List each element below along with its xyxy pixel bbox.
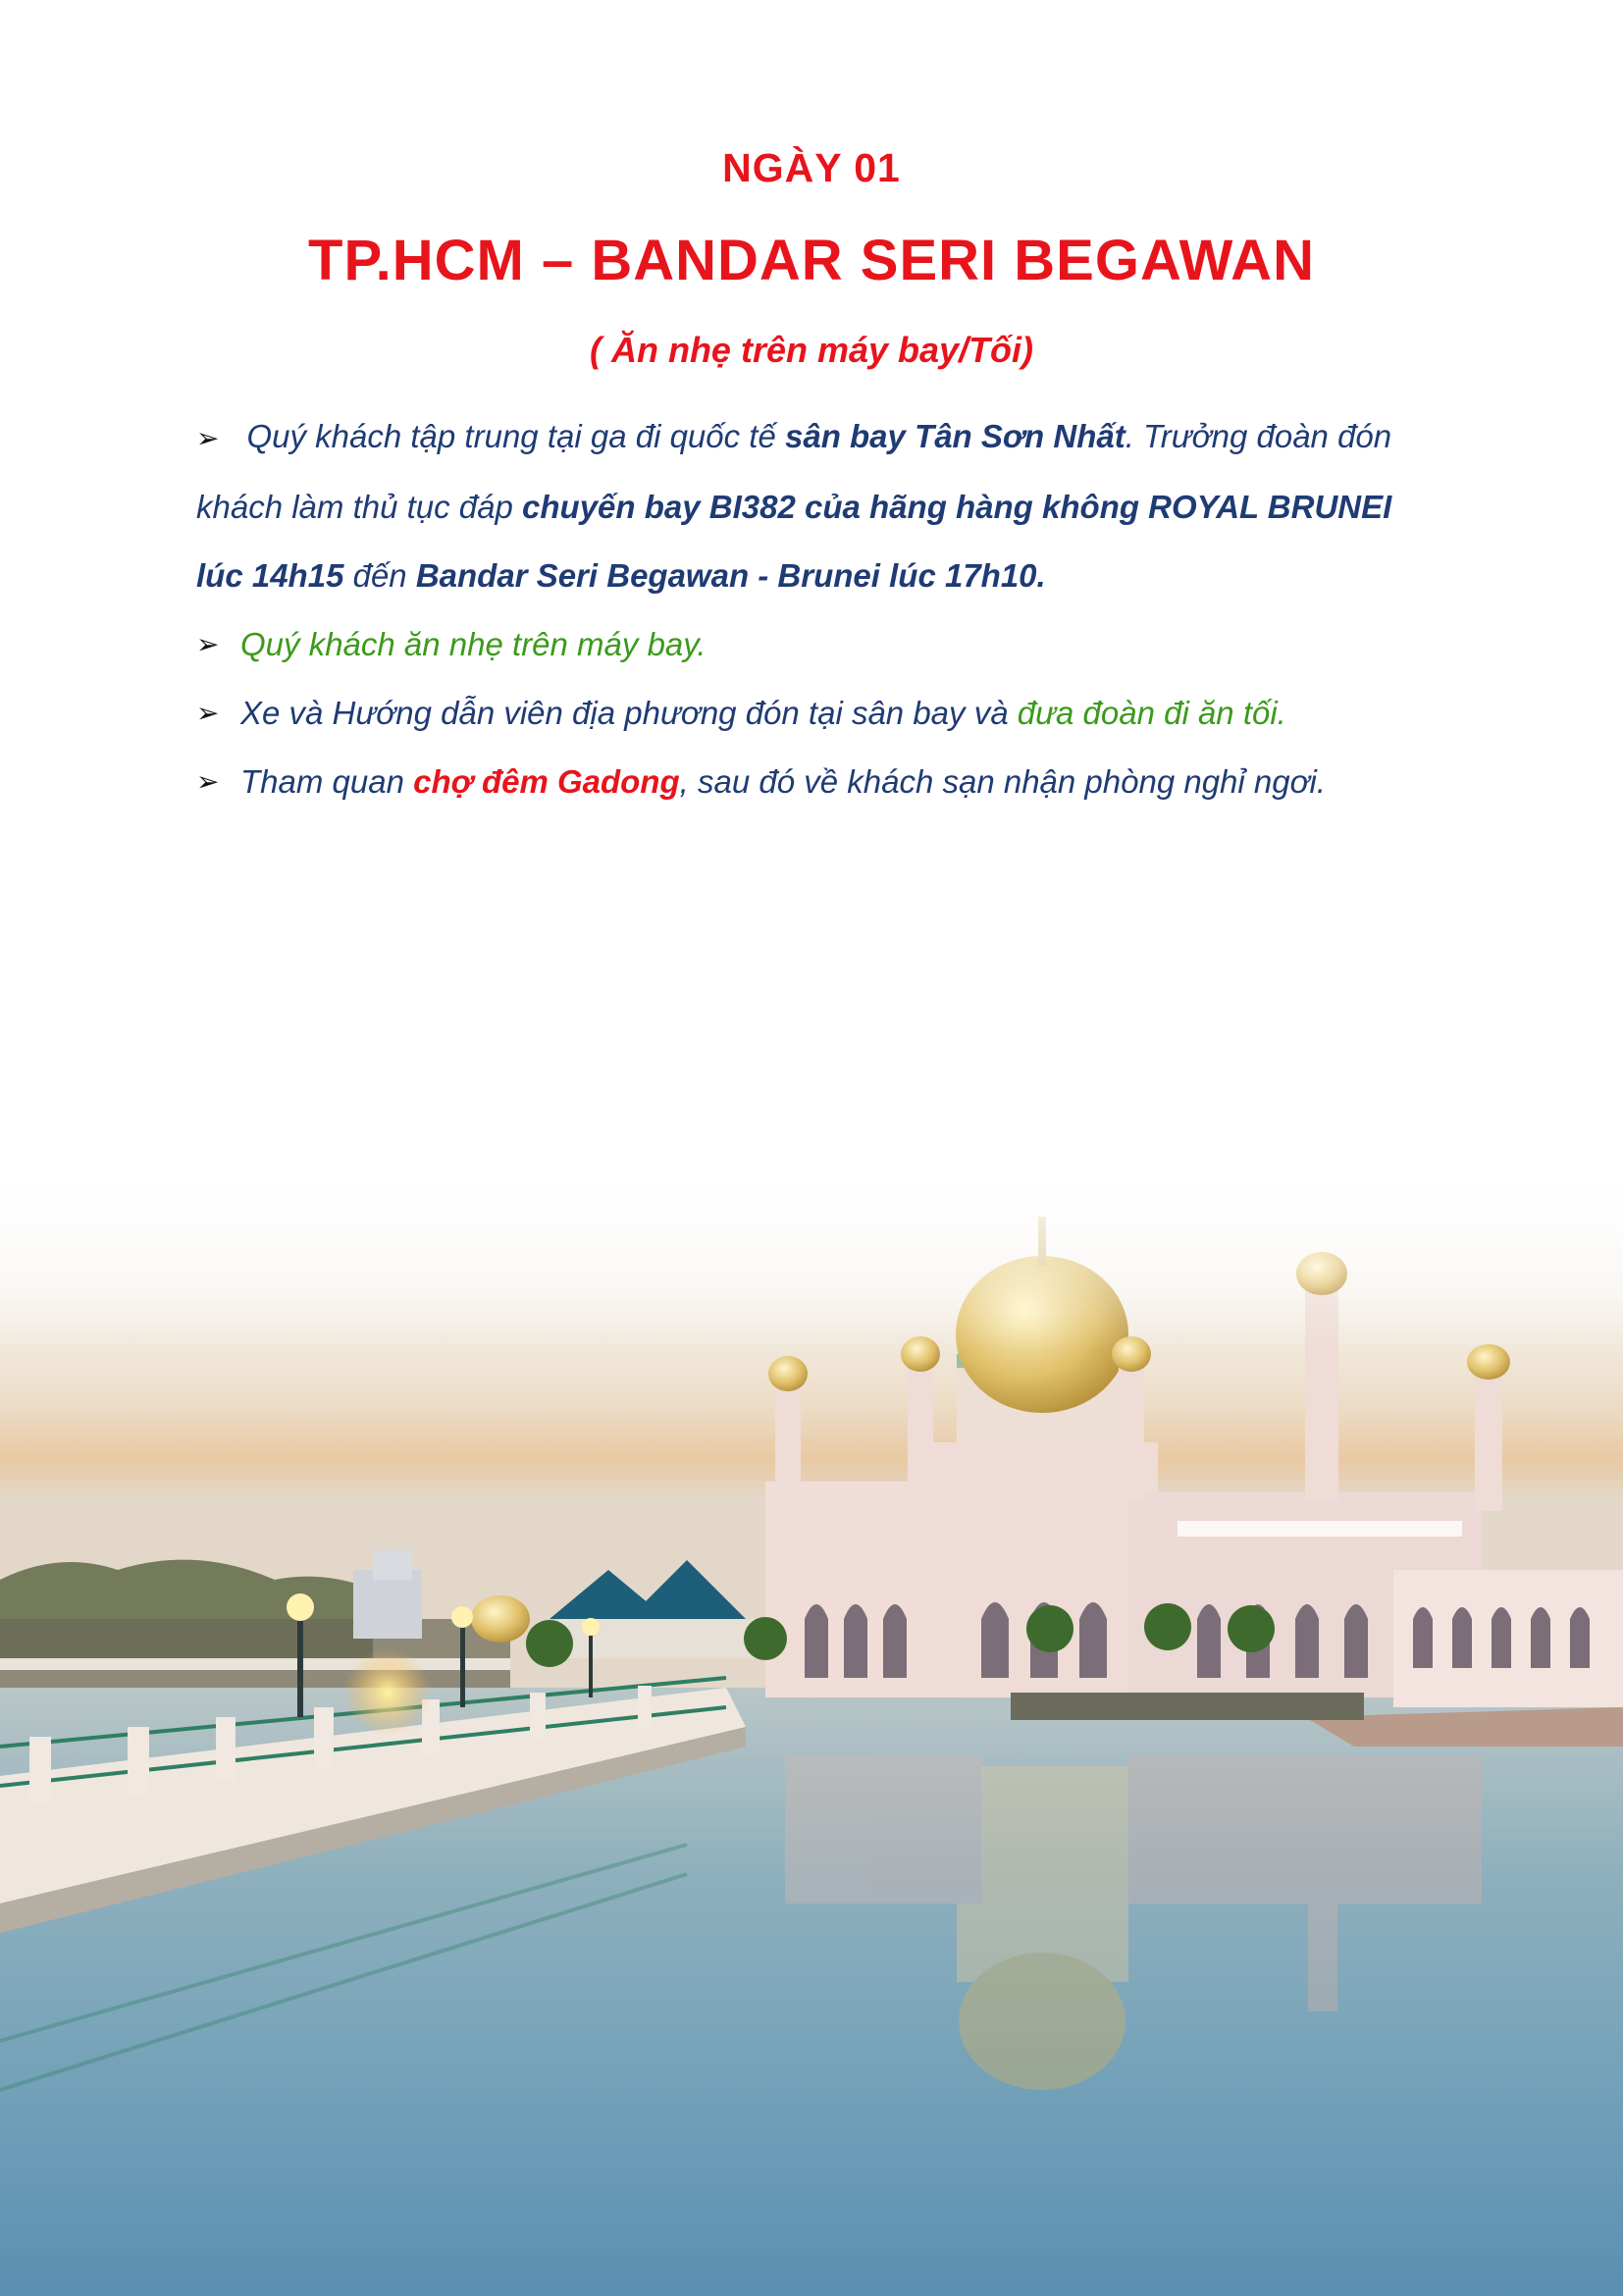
day-label: NGÀY 01 bbox=[722, 145, 901, 190]
arrow-bullet-icon: ➢ bbox=[196, 766, 220, 797]
item1-text-3: đến bbox=[343, 557, 416, 594]
mosque-photo bbox=[0, 1158, 1623, 2296]
itinerary-item-2 bbox=[196, 610, 1433, 679]
itinerary-item-3 bbox=[196, 679, 1433, 748]
item3-dinner: đưa đoàn đi ăn tối. bbox=[1017, 695, 1286, 731]
item1-airport: sân bay Tân Sơn Nhất bbox=[784, 418, 1126, 454]
item4-text-2: , sau đó về khách sạn nhận phòng nghỉ ngơi. bbox=[679, 763, 1327, 800]
item3-text-1: Xe và Hướng dẫn viên địa phương đón tại sân bay và bbox=[240, 695, 1018, 731]
item1-text-2: . Trưởng đoàn đón khách làm thủ tục đáp bbox=[196, 418, 1392, 525]
item4-text-1: Tham quan bbox=[240, 763, 414, 800]
itinerary-list bbox=[196, 402, 1433, 816]
item1-text-1: Quý khách tập trung tại ga đi quốc tế bbox=[246, 418, 785, 454]
arrow-bullet-icon: ➢ bbox=[196, 698, 220, 728]
route-title: TP.HCM – BANDAR SERI BEGAWAN bbox=[308, 229, 1315, 292]
itinerary-item-4 bbox=[196, 748, 1433, 816]
item4-night-market: chợ đêm Gadong bbox=[413, 763, 680, 800]
arrow-bullet-icon: ➢ bbox=[196, 629, 220, 659]
item1-flight: chuyến bay BI382 của hãng hàng không ROYAL BRUNEI lúc 14h15 bbox=[196, 489, 1392, 594]
arrow-bullet-icon: ➢ bbox=[196, 423, 220, 453]
meals-note: ( Ăn nhẹ trên máy bay/Tối) bbox=[589, 330, 1034, 370]
itinerary-item-1 bbox=[196, 402, 1433, 610]
item2-text: Quý khách ăn nhẹ trên máy bay. bbox=[240, 626, 707, 662]
item1-destination: Bandar Seri Begawan - Brunei lúc 17h10. bbox=[415, 557, 1046, 594]
